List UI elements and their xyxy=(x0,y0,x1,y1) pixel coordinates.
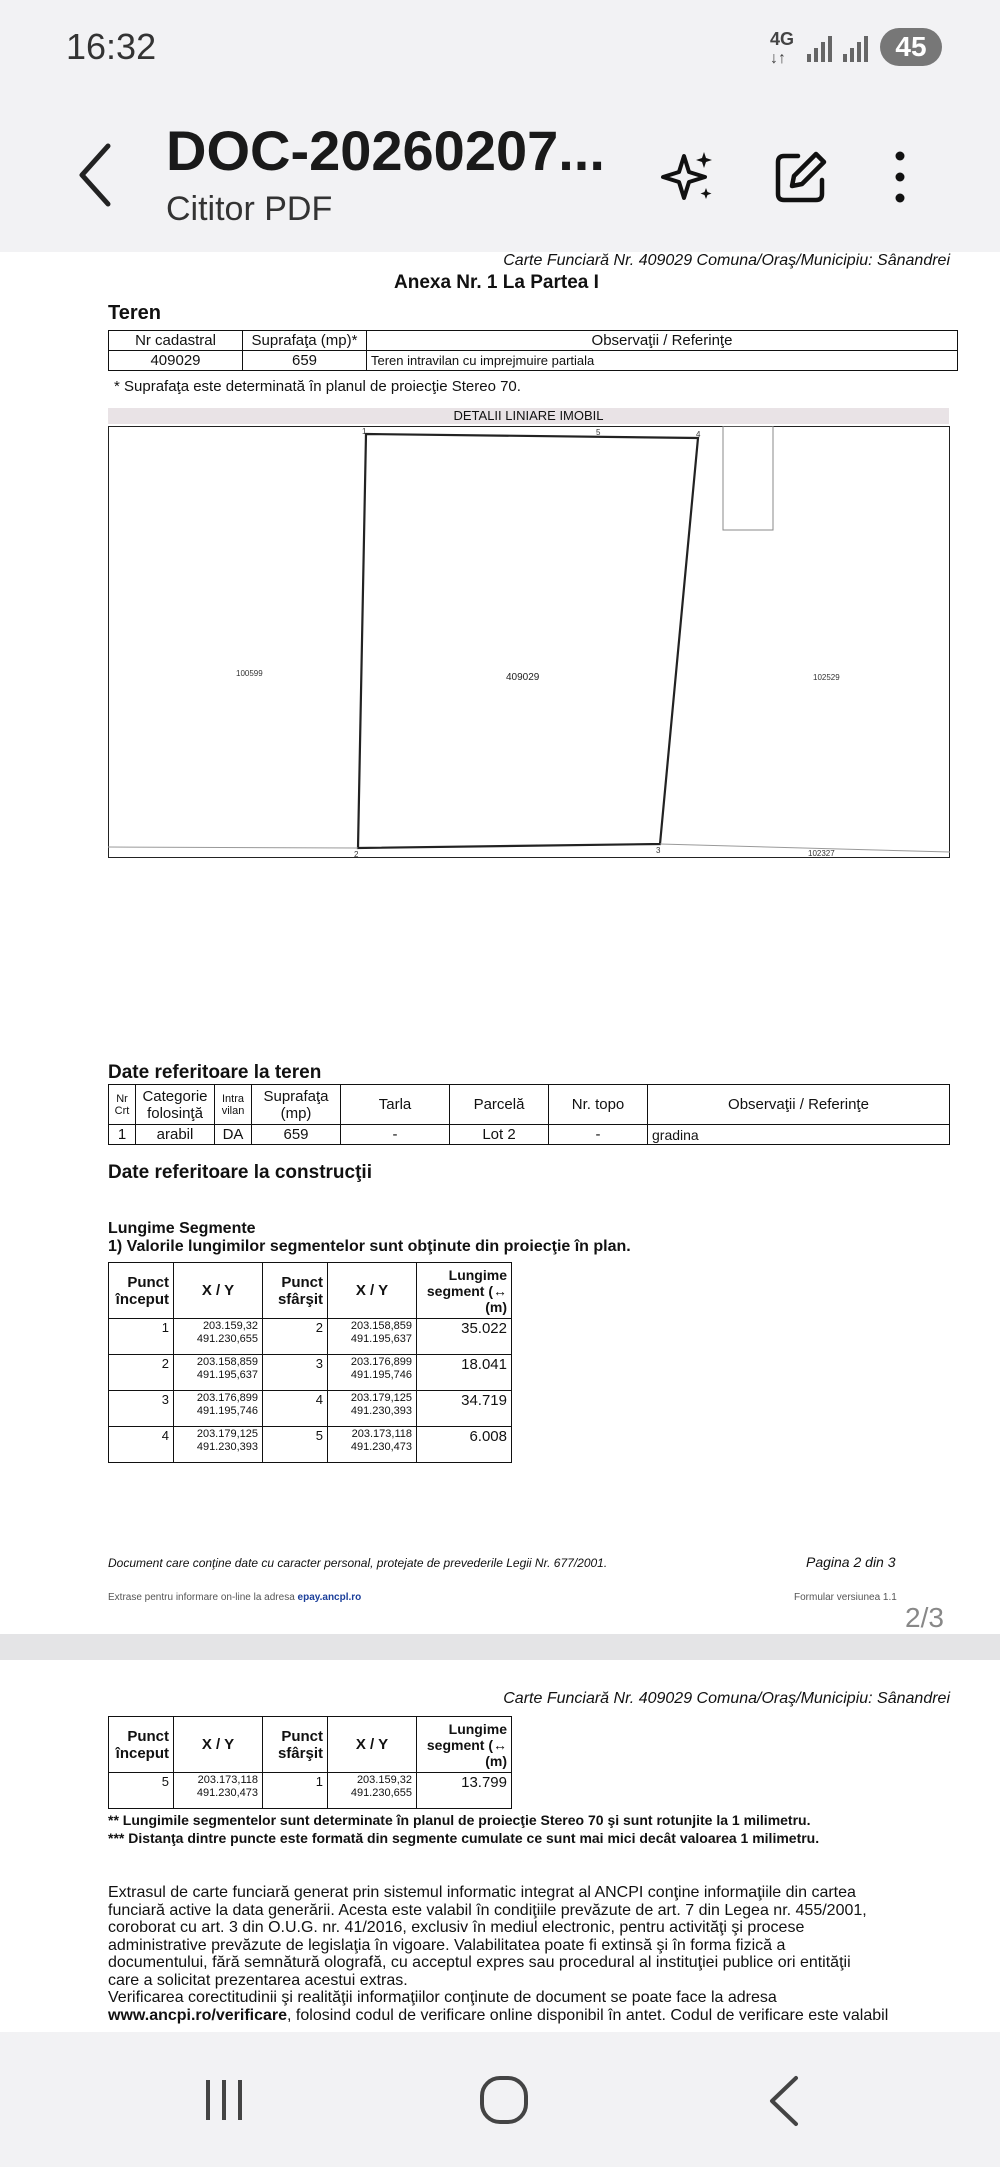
network-label: 4G xyxy=(770,29,795,49)
coord: 491.230,393 xyxy=(196,1441,258,1453)
coord: 491.195,746 xyxy=(350,1369,412,1381)
paragraph-line: documentului, fără semnătură olografă, cu acceptul expres sau procedural al instituţiei publice ori entităţii xyxy=(108,1954,851,1971)
date-teren-cell: 1 xyxy=(109,1125,136,1145)
date-teren-cell: Lot 2 xyxy=(450,1125,549,1145)
paragraph-line: care a solicitat prezentarea acestui extras. xyxy=(108,1971,408,1989)
coord: 491.230,655 xyxy=(196,1333,258,1345)
segment-header: X / Y xyxy=(174,1263,263,1319)
paragraph-line: Extrasul de carte funciară generat prin sistemul informatic integrat al ANCPI conţine informaţiile din cartea xyxy=(108,1884,856,1901)
date-teren-cell: arabil xyxy=(136,1125,215,1145)
lungime-subtitle: 1) Valorile lungimilor segmentelor sunt obţinute din proiecţie în plan. xyxy=(108,1238,631,1255)
verify-text: , folosind codul de verificare online disponibil în antet. Codul de verificare este valabil xyxy=(287,2006,889,2024)
coord: 203.176,899 xyxy=(196,1392,258,1404)
battery-icon: 45 xyxy=(880,28,942,66)
neighbor-right-label: 102529 xyxy=(813,673,840,682)
coord: 203.159,32 xyxy=(356,1774,412,1786)
date-teren-header: Observaţii / Referinţe xyxy=(648,1085,950,1125)
footer-personal-data: Document care conţine date cu caracter personal, protejate de prevederile Legii Nr. 677/2001. xyxy=(108,1556,608,1570)
segment-row xyxy=(109,1391,512,1427)
segment-start: 4 xyxy=(109,1427,174,1463)
coord: 491.195,637 xyxy=(196,1369,258,1381)
recent-apps-icon[interactable] xyxy=(200,2076,250,2124)
segment-start: 3 xyxy=(109,1391,174,1427)
point-label: 4 xyxy=(696,430,701,439)
date-teren-cell: DA xyxy=(215,1125,252,1145)
date-teren-title: Date referitoare la teren xyxy=(108,1062,322,1083)
teren-cell: Teren intravilan cu imprejmuire partiala xyxy=(367,351,958,371)
segment-row xyxy=(109,1773,512,1809)
page-separator xyxy=(0,1634,1000,1660)
coord: 203.158,859 xyxy=(350,1320,412,1332)
status-time: 16:32 xyxy=(66,26,157,67)
segment-length: 13.799 xyxy=(417,1773,512,1809)
nav-back-icon[interactable] xyxy=(764,2074,804,2128)
segment-header: X / Y xyxy=(328,1263,417,1319)
point-label: 2 xyxy=(354,850,359,858)
plan-title: DETALII LINIARE IMOBIL xyxy=(108,408,949,424)
signal-bars-icon xyxy=(805,32,875,64)
paragraph-line: administrative prevăzute de legislaţia în vigoare. Valabilitatea poate fi extinsă şi în forma fizică a xyxy=(108,1936,786,1954)
date-constructii-title: Date referitoare la construcţii xyxy=(108,1162,372,1183)
segment-end: 1 xyxy=(263,1773,328,1809)
suprafata-note: * Suprafaţa este determinată în planul de proiecţie Stereo 70. xyxy=(114,378,521,395)
footer-formular: Formular versiunea 1.1 xyxy=(794,1592,897,1603)
date-teren-cell: 659 xyxy=(252,1125,341,1145)
teren-cell: 659 xyxy=(243,351,367,371)
footer-extrase-text: Extrase pentru informare on-line la adresa xyxy=(108,1592,298,1603)
page-indicator: 2/3 xyxy=(905,1602,944,1633)
coord: 491.230,393 xyxy=(350,1405,412,1417)
footer-extrase xyxy=(108,1592,361,1603)
network-4g-icon: 4G ↓↑ xyxy=(770,29,795,67)
date-teren-table xyxy=(108,1084,950,1145)
coord: 203.179,125 xyxy=(350,1392,412,1404)
coord: 491.195,637 xyxy=(350,1333,412,1345)
neighbor-left-label: 100599 xyxy=(236,669,263,678)
parcel-label: 409029 xyxy=(506,672,540,683)
date-teren-header: Categorie folosinţă xyxy=(136,1085,215,1125)
segment-length: 18.041 xyxy=(417,1355,512,1391)
segment-end: 3 xyxy=(263,1355,328,1391)
date-teren-cell: - xyxy=(341,1125,450,1145)
more-vertical-icon[interactable] xyxy=(880,148,920,206)
segment-row xyxy=(109,1355,512,1391)
segment-header: Punct sfârşit xyxy=(263,1717,328,1773)
page-header-cf: Carte Funciară Nr. 409029 Comuna/Oraş/Municipiu: Sânandrei xyxy=(503,252,950,269)
date-teren-header: Suprafaţa (mp) xyxy=(252,1085,341,1125)
segment-row xyxy=(109,1319,512,1355)
coord: 203.173,118 xyxy=(351,1428,412,1440)
segment-start: 1 xyxy=(109,1319,174,1355)
coord: 203.173,118 xyxy=(197,1774,258,1786)
coord: 491.230,473 xyxy=(196,1787,258,1799)
date-teren-header: Nr Crt xyxy=(109,1085,136,1125)
segment-header: Punct început xyxy=(109,1717,174,1773)
point-label: 1 xyxy=(362,427,367,436)
page-header-cf: Carte Funciară Nr. 409029 Comuna/Oraş/Municipiu: Sânandrei xyxy=(503,1690,950,1707)
teren-header-cell: Nr cadastral xyxy=(109,331,243,351)
segment-row xyxy=(109,1427,512,1463)
app-subtitle: Cititor PDF xyxy=(166,190,333,228)
teren-table xyxy=(108,330,958,371)
segment-start: 5 xyxy=(109,1773,174,1809)
segment-header: X / Y xyxy=(174,1717,263,1773)
date-teren-header: Parcelă xyxy=(450,1085,549,1125)
segment-end: 2 xyxy=(263,1319,328,1355)
segment-end: 5 xyxy=(263,1427,328,1463)
footer-page-number: Pagina 2 din 3 xyxy=(806,1554,896,1570)
pdf-page-2[interactable] xyxy=(0,252,1000,1634)
segment-length: 6.008 xyxy=(417,1427,512,1463)
verify-link[interactable]: www.ancpi.ro/verificare xyxy=(108,2006,288,2024)
validity-paragraph xyxy=(108,1884,968,2024)
segment-length: 34.719 xyxy=(417,1391,512,1427)
segment-header: Lungime segment (↔ (m) xyxy=(417,1263,512,1319)
date-teren-cell: - xyxy=(549,1125,648,1145)
coord: 203.158,859 xyxy=(196,1356,258,1368)
coord: 203.176,899 xyxy=(350,1356,412,1368)
neighbor-bottom-label: 102327 xyxy=(808,849,835,858)
teren-cell: 409029 xyxy=(109,351,243,371)
segments-table xyxy=(108,1262,512,1463)
point-label: 5 xyxy=(596,428,601,437)
coord: 203.179,125 xyxy=(196,1428,258,1440)
paragraph-line: coroborat cu art. 3 din O.U.G. nr. 41/2016, exclusiv în mediul electronic, pentru activităţi şi procese xyxy=(108,1919,805,1936)
edit-icon[interactable] xyxy=(772,148,830,206)
coord: 491.195,746 xyxy=(196,1405,258,1417)
lungime-title: Lungime Segmente xyxy=(108,1220,256,1237)
coord: 203.159,32 xyxy=(202,1320,258,1332)
point-label: 3 xyxy=(656,846,661,855)
cadastral-plan xyxy=(108,426,950,858)
segments-table-continued xyxy=(108,1716,512,1809)
back-arrow-icon[interactable] xyxy=(70,140,120,210)
date-teren-header: Nr. topo xyxy=(549,1085,648,1125)
home-icon[interactable] xyxy=(478,2074,532,2128)
teren-title: Teren xyxy=(108,302,161,324)
date-teren-cell: gradina xyxy=(648,1125,950,1145)
paragraph-line: Verificarea corectitudinii şi realităţii informaţiilor conţinute de document se poate face la adresa xyxy=(108,1989,777,2006)
coord: 491.230,655 xyxy=(350,1787,412,1799)
annex-title: Anexa Nr. 1 La Partea I xyxy=(394,272,599,293)
segment-header: Punct început xyxy=(109,1263,174,1319)
footer-epay-link[interactable]: epay.ancpl.ro xyxy=(297,1592,362,1603)
teren-header-cell: Suprafaţa (mp)* xyxy=(243,331,367,351)
paragraph-line: funciară active la data generării. Acesta este valabil în condiţiile prevăzute de art. 7 din Legea nr. 455/2001, xyxy=(108,1901,867,1919)
coord: 491.230,473 xyxy=(350,1441,412,1453)
segment-header: Punct sfârşit xyxy=(263,1263,328,1319)
segment-header: X / Y xyxy=(328,1717,417,1773)
date-teren-header: Tarla xyxy=(341,1085,450,1125)
document-title: DOC-20260207... xyxy=(166,119,605,182)
pdf-page-3[interactable] xyxy=(0,1660,1000,2032)
teren-header-cell: Observaţii / Referinţe xyxy=(367,331,958,351)
ai-sparkle-icon[interactable] xyxy=(660,148,718,206)
segment-start: 2 xyxy=(109,1355,174,1391)
segment-length: 35.022 xyxy=(417,1319,512,1355)
segment-end: 4 xyxy=(263,1391,328,1427)
date-teren-header: Intra vilan xyxy=(215,1085,252,1125)
segment-header: Lungime segment (↔ (m) xyxy=(417,1717,512,1773)
note-distanta: *** Distanţa dintre puncte este formată din segmente cumulate ce sunt mai mici decât valoarea 1 milimetru. xyxy=(108,1830,820,1846)
note-lungimi: ** Lungimile segmentelor sunt determinate în planul de proiecţie Stereo 70 şi sunt rotunjite la 1 milimetru. xyxy=(108,1812,811,1828)
